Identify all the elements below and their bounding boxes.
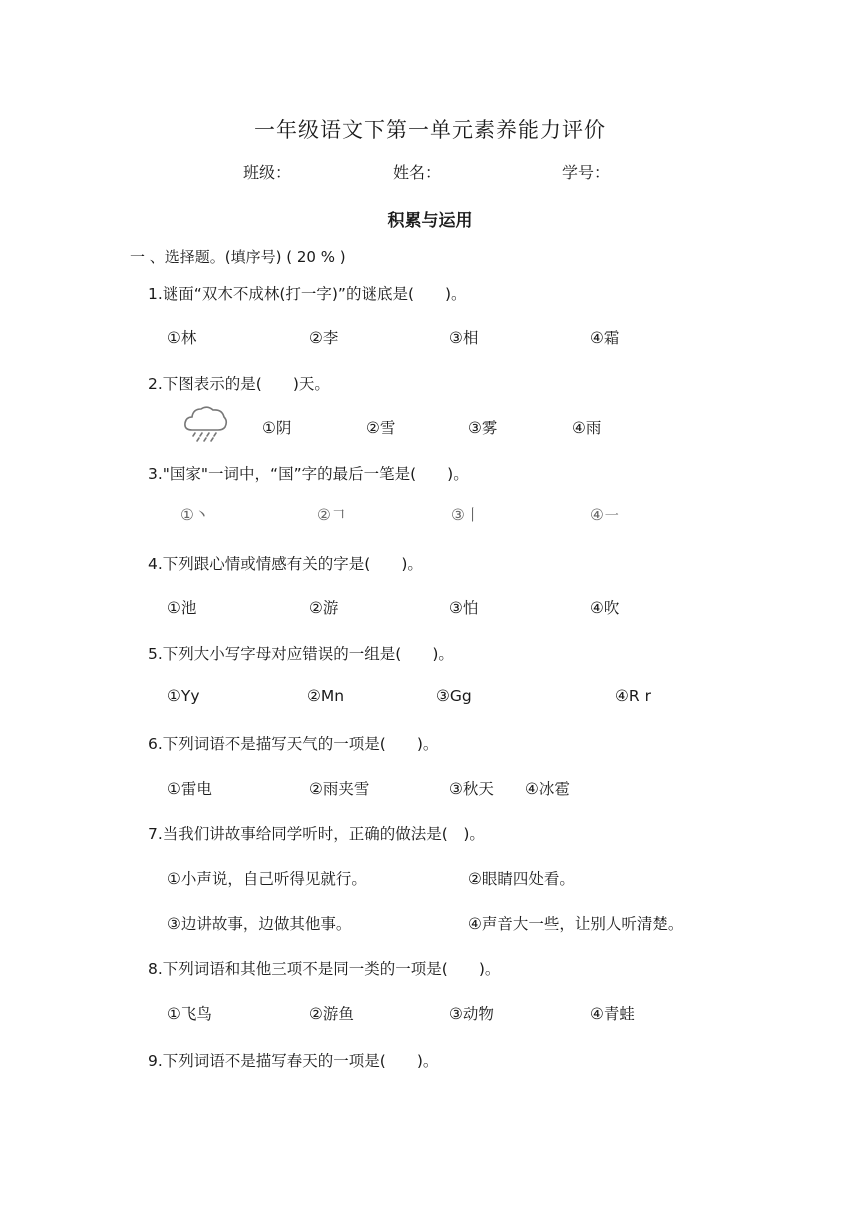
question-1-option-4: ④霜 [590, 329, 620, 347]
question-7-option-4: ④声音大一些，让别人听清楚。 [468, 915, 684, 933]
question-1-option-2: ②李 [309, 329, 339, 347]
question-4-stem: 4.下列跟心情或情感有关的字是( )。 [148, 555, 423, 573]
question-3-option-1: ①丶 [180, 506, 210, 524]
question-2-stem: 2.下图表示的是( )天。 [148, 375, 330, 393]
question-1-option-3: ③相 [449, 329, 479, 347]
question-3-stem: 3."国家"一词中，“国”字的最后一笔是( )。 [148, 465, 469, 483]
question-7-stem: 7.当我们讲故事给同学听时，正确的做法是( )。 [148, 825, 485, 843]
question-1-stem: 1.谜面“双木不成林(打一字)”的谜底是( )。 [148, 285, 467, 303]
page-title: 一年级语文下第一单元素养能力评价 [254, 118, 606, 142]
question-5-option-2: ②Mn [307, 687, 345, 705]
question-2-option-2: ②雪 [366, 419, 396, 437]
question-2-option-4: ④雨 [572, 419, 602, 437]
question-7-option-1: ①小声说，自己听得见就行。 [167, 870, 367, 888]
name-label: 姓名： [393, 163, 442, 182]
question-4-option-1: ①池 [167, 599, 197, 617]
question-8-stem: 8.下列词语和其他三项不是同一类的一项是( )。 [148, 960, 501, 978]
question-6-option-1: ①雷电 [167, 780, 212, 798]
class-label: 班级： [243, 163, 292, 182]
question-4-option-3: ③怕 [449, 599, 479, 617]
question-5-option-3: ③Gg [436, 687, 472, 705]
question-2-option-3: ③雾 [468, 419, 498, 437]
question-5-stem: 5.下列大小写字母对应错误的一组是( )。 [148, 645, 454, 663]
question-6-stem: 6.下列词语不是描写天气的一项是( )。 [148, 735, 439, 753]
question-8-option-2: ②游鱼 [309, 1005, 354, 1023]
question-6-option-2: ②雨夹雪 [309, 780, 370, 798]
question-9-stem: 9.下列词语不是描写春天的一项是( )。 [148, 1052, 439, 1070]
question-4-option-2: ②游 [309, 599, 339, 617]
student-id-label: 学号： [562, 163, 611, 182]
rain-cloud-icon [182, 402, 228, 444]
question-8-option-4: ④青蛙 [590, 1005, 635, 1023]
part-heading: 一 、选择题。(填序号) ( 20 % ) [130, 248, 346, 266]
question-2-option-1: ①阴 [262, 419, 292, 437]
question-6-option-4: ④冰雹 [525, 780, 570, 798]
question-5-option-4: ④R r [615, 687, 651, 705]
question-5-option-1: ①Yy [167, 687, 200, 705]
question-8-option-3: ③动物 [449, 1005, 494, 1023]
question-3-option-2: ②𠃍 [317, 506, 347, 524]
section-title: 积累与运用 [387, 211, 473, 231]
question-4-option-4: ④吹 [590, 599, 620, 617]
question-7-option-2: ②眼睛四处看。 [468, 870, 575, 888]
question-6-option-3: ③秋天 [449, 780, 494, 798]
question-1-option-1: ①林 [167, 329, 197, 347]
question-8-option-1: ①飞鸟 [167, 1005, 212, 1023]
question-7-option-3: ③边讲故事，边做其他事。 [167, 915, 352, 933]
question-3-option-3: ③丨 [451, 506, 481, 524]
question-3-option-4: ④㇐ [590, 506, 620, 524]
